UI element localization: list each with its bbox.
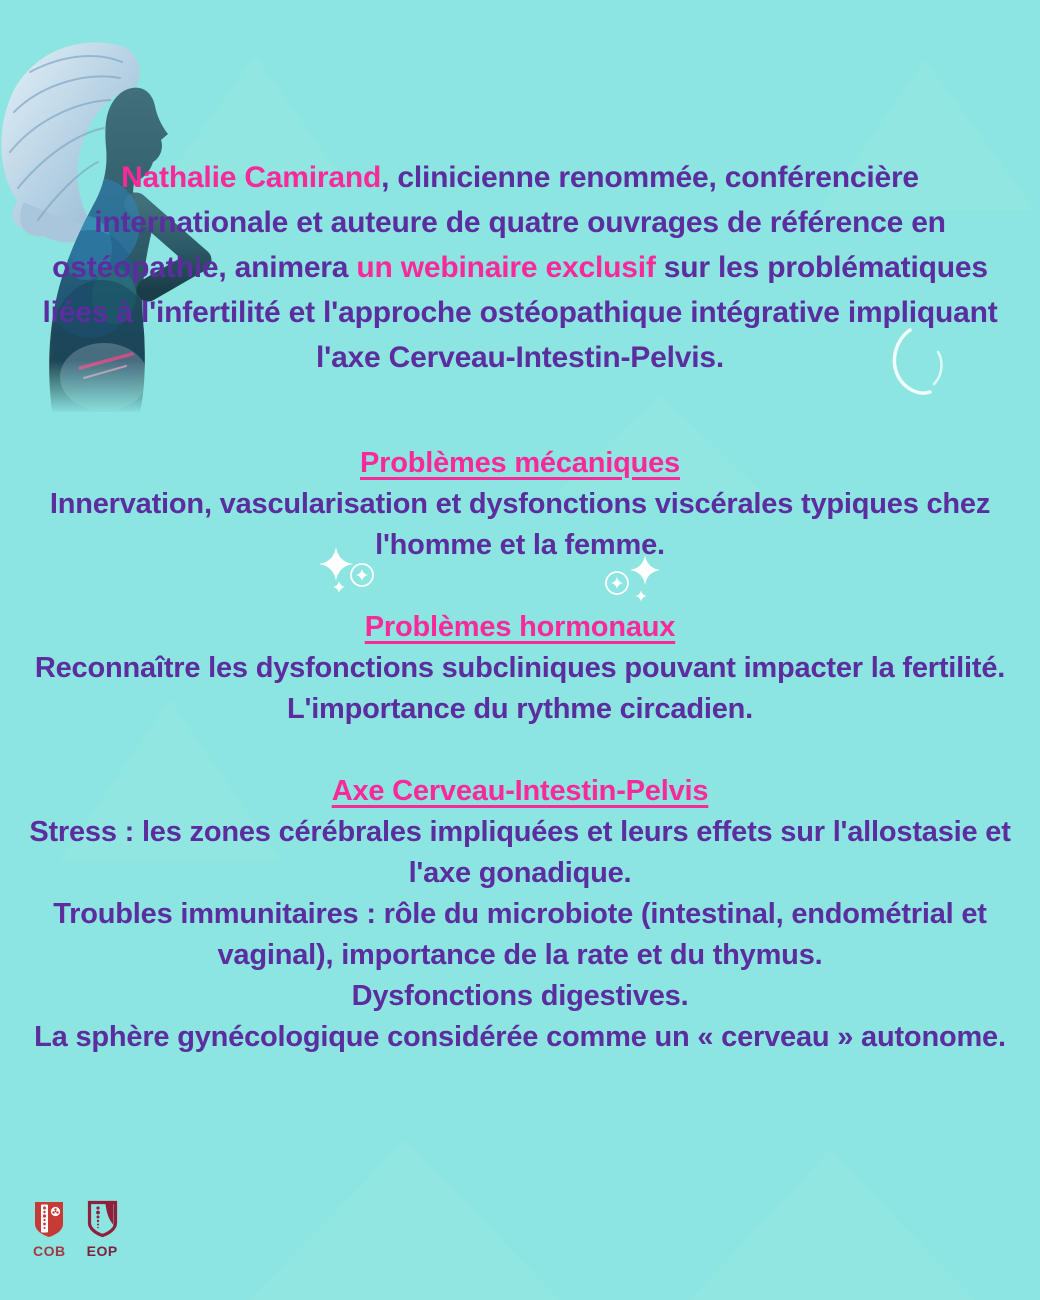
section-line: Reconnaître les dysfonctions subcliniques pouvant impacter la fertilité. (34, 652, 1006, 684)
section-problemes-hormonaux (22, 607, 1018, 730)
section-line: Troubles immunitaires : rôle du microbiote (intestinal, endométrial et vaginal), importance de la rate et du thymus. (53, 898, 987, 971)
logo-label: COB (33, 1243, 66, 1259)
cob-shield-icon (34, 1201, 64, 1238)
section-heading: Problèmes mécaniques (360, 447, 680, 479)
section-line: Dysfonctions digestives. (351, 980, 689, 1012)
logo-row (33, 1200, 118, 1259)
intro-segment: un webinaire exclusif (356, 251, 656, 284)
topic-sections (22, 443, 1018, 1099)
intro-segment: , clinicienne renommée, conférencière internationale et auteure de quatre ouvrages de référence en ostéopathie, animera (52, 161, 946, 284)
section-line: La sphère gynécologique considérée comme un « cerveau » autonome. (34, 1021, 1006, 1053)
section-line: Innervation, vascularisation et dysfonctions viscérales typiques chez l'homme et la femme. (49, 488, 991, 561)
section-heading: Problèmes hormonaux (364, 611, 676, 643)
intro-paragraph (28, 155, 1012, 380)
intro-segment: Nathalie Camirand (121, 161, 382, 194)
intro-segment: sur les problématiques liées à l'infertilité et l'approche ostéopathique intégrative impliquant l'axe Cerveau-Intestin-Pelvis. (42, 251, 998, 374)
logo-cob (33, 1201, 66, 1259)
section-line: L'importance du rythme circadien. (286, 693, 754, 725)
section-heading: Axe Cerveau-Intestin-Pelvis (331, 775, 709, 807)
eop-shield-icon (87, 1200, 118, 1238)
logo-eop (87, 1200, 118, 1259)
section-line: Stress : les zones cérébrales impliquées et leurs effets sur l'allostasie et l'axe gonadique. (29, 816, 1011, 889)
section-axe-cerveau-intestin-pelvis (22, 771, 1018, 1058)
section-problemes-mecaniques (22, 443, 1018, 566)
swoosh-decoration (868, 322, 968, 422)
logo-label: EOP (86, 1243, 118, 1259)
